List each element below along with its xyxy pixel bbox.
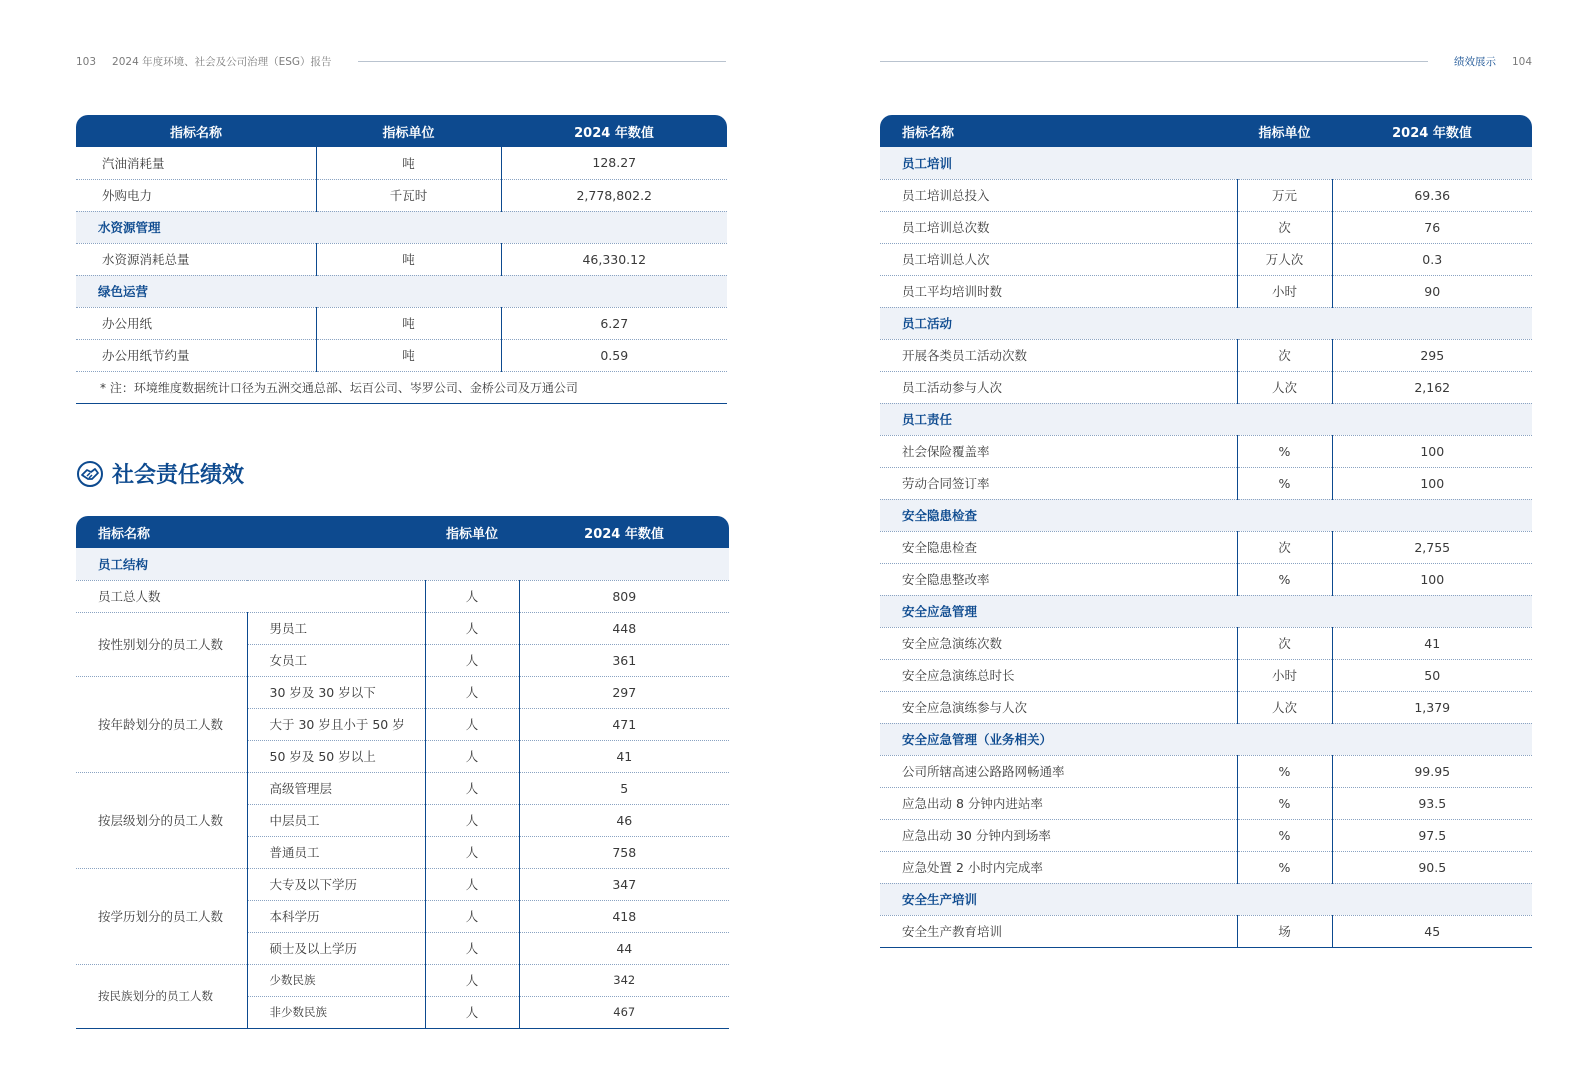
indicator-value: 41: [1332, 627, 1532, 659]
table-row: [880, 339, 1532, 371]
group-label: 按性别划分的员工人数: [76, 612, 247, 676]
indicator-unit: 吨: [316, 339, 501, 371]
category-row: [76, 548, 729, 580]
category-label: 安全应急管理（业务相关）: [880, 723, 1532, 755]
indicator-name: 安全隐患整改率: [880, 563, 1237, 595]
table-row: [880, 755, 1532, 787]
indicator-unit: 吨: [316, 307, 501, 339]
indicator-name: 员工培训总投入: [880, 179, 1237, 211]
indicator-unit: %: [1237, 435, 1332, 467]
table-row: [880, 563, 1532, 595]
note-row: [76, 371, 727, 403]
table-row: [76, 339, 727, 371]
indicator-unit: 人: [425, 868, 519, 900]
indicator-unit: 人: [425, 708, 519, 740]
indicator-unit: %: [1237, 851, 1332, 883]
category-label: 员工活动: [880, 307, 1532, 339]
indicator-value: 44: [519, 932, 729, 964]
indicator-value: 471: [519, 708, 729, 740]
group-label: 按学历划分的员工人数: [76, 868, 247, 964]
indicator-value: 0.3: [1332, 243, 1532, 275]
category-label: 员工责任: [880, 403, 1532, 435]
indicator-unit: 吨: [316, 243, 501, 275]
indicator-value: 361: [519, 644, 729, 676]
indicator-unit: 人: [425, 996, 519, 1028]
category-row: [880, 307, 1532, 339]
table-row: [76, 147, 727, 179]
category-row: [880, 723, 1532, 755]
environment-table: [76, 115, 727, 404]
indicator-unit: 人: [425, 612, 519, 644]
indicator-name: 员工培训总人次: [880, 243, 1237, 275]
indicator-name: 水资源消耗总量: [76, 243, 316, 275]
category-row: [880, 499, 1532, 531]
indicator-name: 公司所辖高速公路路网畅通率: [880, 755, 1237, 787]
indicator-value: 69.36: [1332, 179, 1532, 211]
indicator-name: 员工总人数: [76, 580, 425, 612]
table-row: [880, 179, 1532, 211]
col-header-name: 指标名称: [880, 115, 1237, 147]
section-heading: [76, 458, 244, 489]
table-row: [76, 179, 727, 211]
section-title: 社会责任绩效: [112, 463, 245, 488]
col-header-value: 2024 年数值: [501, 115, 727, 147]
indicator-name: 社会保险覆盖率: [880, 435, 1237, 467]
header-rule-left: [358, 61, 726, 62]
indicator-value: 46,330.12: [501, 243, 727, 275]
indicator-value: 467: [519, 996, 729, 1028]
indicator-unit: 千瓦时: [316, 179, 501, 211]
indicator-name: 应急出动 30 分钟内到场率: [880, 819, 1237, 851]
col-header-value: 2024 年数值: [1332, 115, 1532, 147]
indicator-name: 安全应急演练参与人次: [880, 691, 1237, 723]
sub-indicator: 普通员工: [247, 836, 425, 868]
indicator-unit: 人: [425, 580, 519, 612]
table-row: [880, 435, 1532, 467]
indicator-value: 2,755: [1332, 531, 1532, 563]
table-row: [880, 659, 1532, 691]
header-rule-right: [880, 61, 1428, 62]
table-row: [76, 868, 729, 900]
indicator-value: 295: [1332, 339, 1532, 371]
table-row: [880, 787, 1532, 819]
indicator-unit: 万元: [1237, 179, 1332, 211]
indicator-unit: 次: [1237, 211, 1332, 243]
page-header-left: [76, 54, 726, 69]
indicator-value: 97.5: [1332, 819, 1532, 851]
section-name: 绩效展示: [1453, 56, 1496, 68]
report-title: 2024 年度环境、社会及公司治理（ESG）报告: [112, 56, 332, 68]
col-header-name: 指标名称: [76, 115, 316, 147]
sub-indicator: 少数民族: [247, 964, 425, 996]
indicator-unit: 小时: [1237, 659, 1332, 691]
group-label: 按年龄划分的员工人数: [76, 676, 247, 772]
sub-indicator: 本科学历: [247, 900, 425, 932]
handshake-icon: [76, 460, 104, 488]
sub-indicator: 大专及以下学历: [247, 868, 425, 900]
category-label: 员工结构: [76, 548, 729, 580]
indicator-name: 安全隐患检查: [880, 531, 1237, 563]
indicator-name: 安全生产教育培训: [880, 915, 1237, 947]
category-label: 员工培训: [880, 147, 1532, 179]
table-row: [880, 211, 1532, 243]
indicator-name: 安全应急演练总时长: [880, 659, 1237, 691]
indicator-value: 342: [519, 964, 729, 996]
indicator-unit: 次: [1237, 339, 1332, 371]
indicator-unit: %: [1237, 467, 1332, 499]
sub-indicator: 高级管理层: [247, 772, 425, 804]
table-row: [880, 819, 1532, 851]
indicator-unit: %: [1237, 819, 1332, 851]
indicator-value: 100: [1332, 563, 1532, 595]
indicator-name: 应急处置 2 小时内完成率: [880, 851, 1237, 883]
indicator-value: 0.59: [501, 339, 727, 371]
indicator-unit: 人: [425, 900, 519, 932]
indicator-value: 809: [519, 580, 729, 612]
category-label: 安全应急管理: [880, 595, 1532, 627]
table-row: [880, 531, 1532, 563]
table-row: [76, 580, 729, 612]
indicator-value: 1,379: [1332, 691, 1532, 723]
indicator-unit: 场: [1237, 915, 1332, 947]
indicator-name: 外购电力: [76, 179, 316, 211]
col-header-unit: 指标单位: [425, 516, 519, 548]
indicator-value: 128.27: [501, 147, 727, 179]
indicator-unit: 次: [1237, 531, 1332, 563]
page-header-right: [880, 54, 1532, 69]
indicator-unit: 人: [425, 804, 519, 836]
indicator-unit: 人: [425, 676, 519, 708]
indicator-value: 93.5: [1332, 787, 1532, 819]
indicator-name: 安全应急演练次数: [880, 627, 1237, 659]
sub-indicator: 硕士及以上学历: [247, 932, 425, 964]
indicator-unit: 人: [425, 836, 519, 868]
category-row: [880, 403, 1532, 435]
sub-indicator: 30 岁及 30 岁以下: [247, 676, 425, 708]
sub-indicator: 大于 30 岁且小于 50 岁: [247, 708, 425, 740]
col-header-unit: 指标单位: [1237, 115, 1332, 147]
indicator-value: 2,162: [1332, 371, 1532, 403]
table-note: * 注：环境维度数据统计口径为五洲交通总部、坛百公司、岑罗公司、金桥公司及万通公司: [76, 371, 727, 403]
col-header-name: 指标名称: [76, 516, 425, 548]
indicator-value: 6.27: [501, 307, 727, 339]
indicator-value: 45: [1332, 915, 1532, 947]
table-row: [76, 676, 729, 708]
indicator-unit: 人: [425, 932, 519, 964]
page-number-right: 104: [1511, 55, 1532, 68]
indicator-unit: 人次: [1237, 371, 1332, 403]
indicator-value: 448: [519, 612, 729, 644]
indicator-name: 应急出动 8 分钟内进站率: [880, 787, 1237, 819]
indicator-unit: %: [1237, 787, 1332, 819]
category-label: 水资源管理: [76, 211, 727, 243]
page-number-left: 103: [76, 55, 97, 68]
indicator-value: 100: [1332, 467, 1532, 499]
indicator-unit: 人: [425, 964, 519, 996]
category-label: 绿色运营: [76, 275, 727, 307]
table-row: [76, 964, 729, 996]
indicator-unit: 次: [1237, 627, 1332, 659]
indicator-unit: 人: [425, 772, 519, 804]
indicator-name: 汽油消耗量: [76, 147, 316, 179]
indicator-value: 2,778,802.2: [501, 179, 727, 211]
indicator-unit: 小时: [1237, 275, 1332, 307]
table-row: [76, 772, 729, 804]
sub-indicator: 男员工: [247, 612, 425, 644]
social-table: [76, 516, 729, 1029]
indicator-value: 347: [519, 868, 729, 900]
table-row: [880, 851, 1532, 883]
indicator-unit: 人: [425, 740, 519, 772]
indicator-value: 297: [519, 676, 729, 708]
indicator-value: 100: [1332, 435, 1532, 467]
indicator-value: 418: [519, 900, 729, 932]
indicator-value: 46: [519, 804, 729, 836]
sub-indicator: 中层员工: [247, 804, 425, 836]
category-row: [880, 595, 1532, 627]
sub-indicator: 女员工: [247, 644, 425, 676]
indicator-name: 开展各类员工活动次数: [880, 339, 1237, 371]
sub-indicator: 非少数民族: [247, 996, 425, 1028]
indicator-name: 员工活动参与人次: [880, 371, 1237, 403]
category-row: [880, 147, 1532, 179]
indicator-name: 员工平均培训时数: [880, 275, 1237, 307]
table-row: [880, 243, 1532, 275]
category-label: 安全生产培训: [880, 883, 1532, 915]
group-label: 按层级划分的员工人数: [76, 772, 247, 868]
indicator-unit: 万人次: [1237, 243, 1332, 275]
category-row: [880, 883, 1532, 915]
indicator-value: 76: [1332, 211, 1532, 243]
sub-indicator: 50 岁及 50 岁以上: [247, 740, 425, 772]
group-label: 按民族划分的员工人数: [76, 964, 247, 1028]
col-header-value: 2024 年数值: [519, 516, 729, 548]
table-row: [880, 627, 1532, 659]
indicator-value: 90.5: [1332, 851, 1532, 883]
indicator-unit: %: [1237, 563, 1332, 595]
table-row: [880, 691, 1532, 723]
table-row: [880, 275, 1532, 307]
indicator-name: 办公用纸: [76, 307, 316, 339]
table-row: [880, 915, 1532, 947]
table-row: [76, 307, 727, 339]
indicator-value: 90: [1332, 275, 1532, 307]
indicator-unit: %: [1237, 755, 1332, 787]
indicator-value: 99.95: [1332, 755, 1532, 787]
col-header-unit: 指标单位: [316, 115, 501, 147]
employee-safety-table: [880, 115, 1532, 948]
category-label: 安全隐患检查: [880, 499, 1532, 531]
table-row: [76, 243, 727, 275]
indicator-value: 758: [519, 836, 729, 868]
table-row: [76, 612, 729, 644]
indicator-unit: 人: [425, 644, 519, 676]
indicator-value: 41: [519, 740, 729, 772]
category-row: [76, 275, 727, 307]
indicator-unit: 人次: [1237, 691, 1332, 723]
indicator-name: 员工培训总次数: [880, 211, 1237, 243]
indicator-name: 办公用纸节约量: [76, 339, 316, 371]
indicator-unit: 吨: [316, 147, 501, 179]
indicator-value: 5: [519, 772, 729, 804]
table-row: [880, 371, 1532, 403]
table-row: [880, 467, 1532, 499]
category-row: [76, 211, 727, 243]
indicator-value: 50: [1332, 659, 1532, 691]
indicator-name: 劳动合同签订率: [880, 467, 1237, 499]
